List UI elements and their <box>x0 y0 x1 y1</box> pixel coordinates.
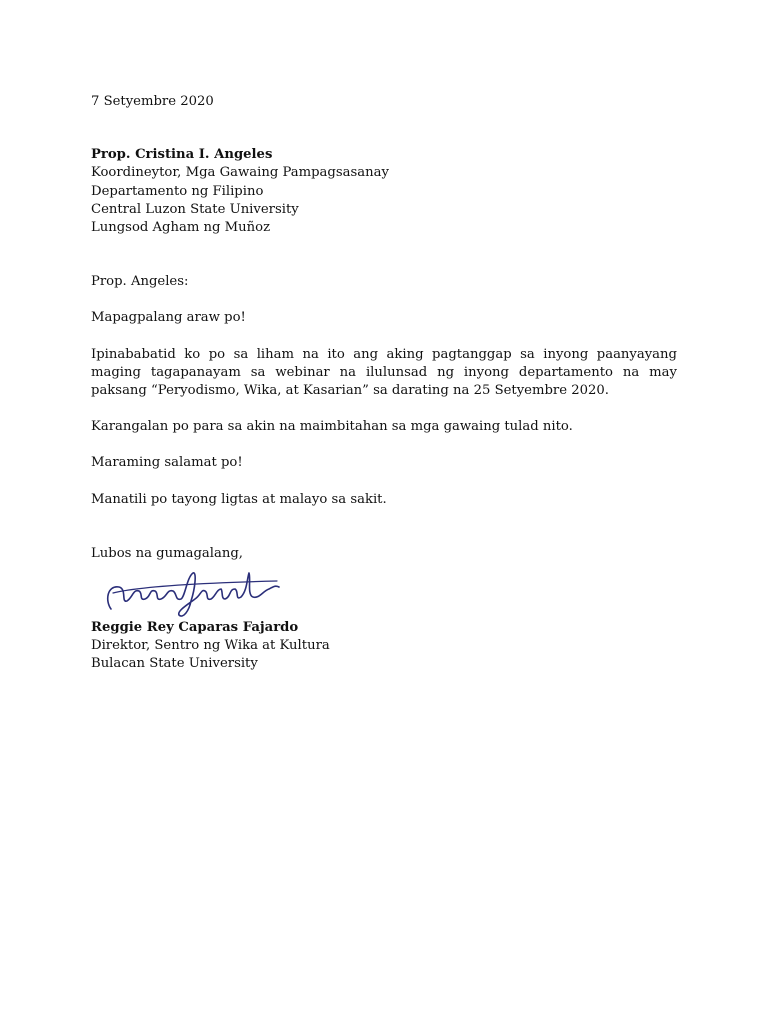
paragraph-wellwish: Manatili po tayong ligtas at malayo sa sakit. <box>91 491 387 507</box>
letter-date: 7 Setyembre 2020 <box>91 94 214 109</box>
paragraph-honor: Karangalan po para sa akin na maimbitahan sa mga gawaing tulad nito. <box>91 419 573 435</box>
signature-area <box>91 563 677 619</box>
letter <box>91 93 677 674</box>
handwritten-signature <box>97 567 283 621</box>
recipient-name: Prop. Cristina I. Angeles <box>91 147 273 163</box>
closing: Lubos na gumagalang, <box>91 545 243 561</box>
recipient-block <box>91 146 677 237</box>
recipient-department: Departamento ng Filipino <box>91 183 264 199</box>
recipient-position: Koordineytor, Mga Gawaing Pampagsasanay <box>91 165 389 181</box>
sender-position: Direktor, Sentro ng Wika at Kultura <box>91 638 330 654</box>
salutation: Prop. Angeles: <box>91 274 189 290</box>
paragraph-greeting: Mapagpalang araw po! <box>91 310 246 326</box>
paragraph-thanks: Maraming salamat po! <box>91 455 243 471</box>
sender-block <box>91 619 677 674</box>
sender-name: Reggie Rey Caparas Fajardo <box>91 620 299 636</box>
recipient-city: Lungsod Agham ng Muñoz <box>91 220 271 236</box>
recipient-university: Central Luzon State University <box>91 201 299 217</box>
paragraph-body: Ipinababatid ko po sa liham na ito ang aking pagtanggap sa inyong paanyayang maging tagapanayam sa webinar na ilulunsad ng inyong departamento na may paksang “Peryodismo, Wika, at Kasarian” sa darating na 25 Setyembre 2020. <box>91 346 677 399</box>
sender-university: Bulacan State University <box>91 656 258 672</box>
